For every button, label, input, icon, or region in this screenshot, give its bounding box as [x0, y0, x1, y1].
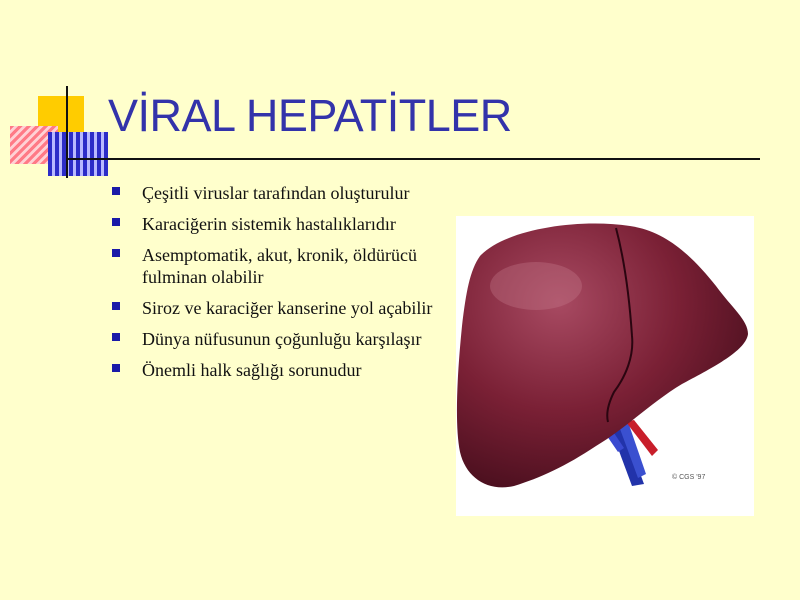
liver-illustration-icon	[456, 216, 754, 516]
bullet-text: Çeşitli viruslar tarafından oluşturulur	[142, 183, 410, 203]
image-credit: © CGS '97	[672, 474, 706, 481]
bullet-square-icon	[112, 218, 120, 226]
bullet-square-icon	[112, 302, 120, 310]
liver-image	[456, 216, 754, 516]
bullet-item	[112, 213, 442, 235]
bullet-square-icon	[112, 187, 120, 195]
bullet-item	[112, 297, 442, 319]
liver-shape	[457, 224, 748, 488]
bullet-square-icon	[112, 249, 120, 257]
bullet-item	[112, 182, 442, 204]
slide-title: VİRAL HEPATİTLER	[108, 90, 512, 141]
bullet-text: Dünya nüfusunun çoğunluğu karşılaşır	[142, 329, 422, 349]
bullet-square-icon	[112, 364, 120, 372]
bullet-list	[112, 182, 442, 390]
bullet-text: Asemptomatik, akut, kronik, öldürücü fulminan olabilir	[142, 245, 417, 287]
bullet-item	[112, 328, 442, 350]
title-divider-line	[66, 158, 760, 160]
bullet-item	[112, 244, 442, 288]
bullet-square-icon	[112, 333, 120, 341]
decor-vertical-line	[66, 86, 68, 178]
bullet-text: Karaciğerin sistemik hastalıklarıdır	[142, 214, 396, 234]
decor-blue-square	[48, 132, 108, 176]
bullet-text: Önemli halk sağlığı sorunudur	[142, 360, 362, 380]
bullet-item	[112, 359, 442, 381]
bullet-text: Siroz ve karaciğer kanserine yol açabilir	[142, 298, 433, 318]
